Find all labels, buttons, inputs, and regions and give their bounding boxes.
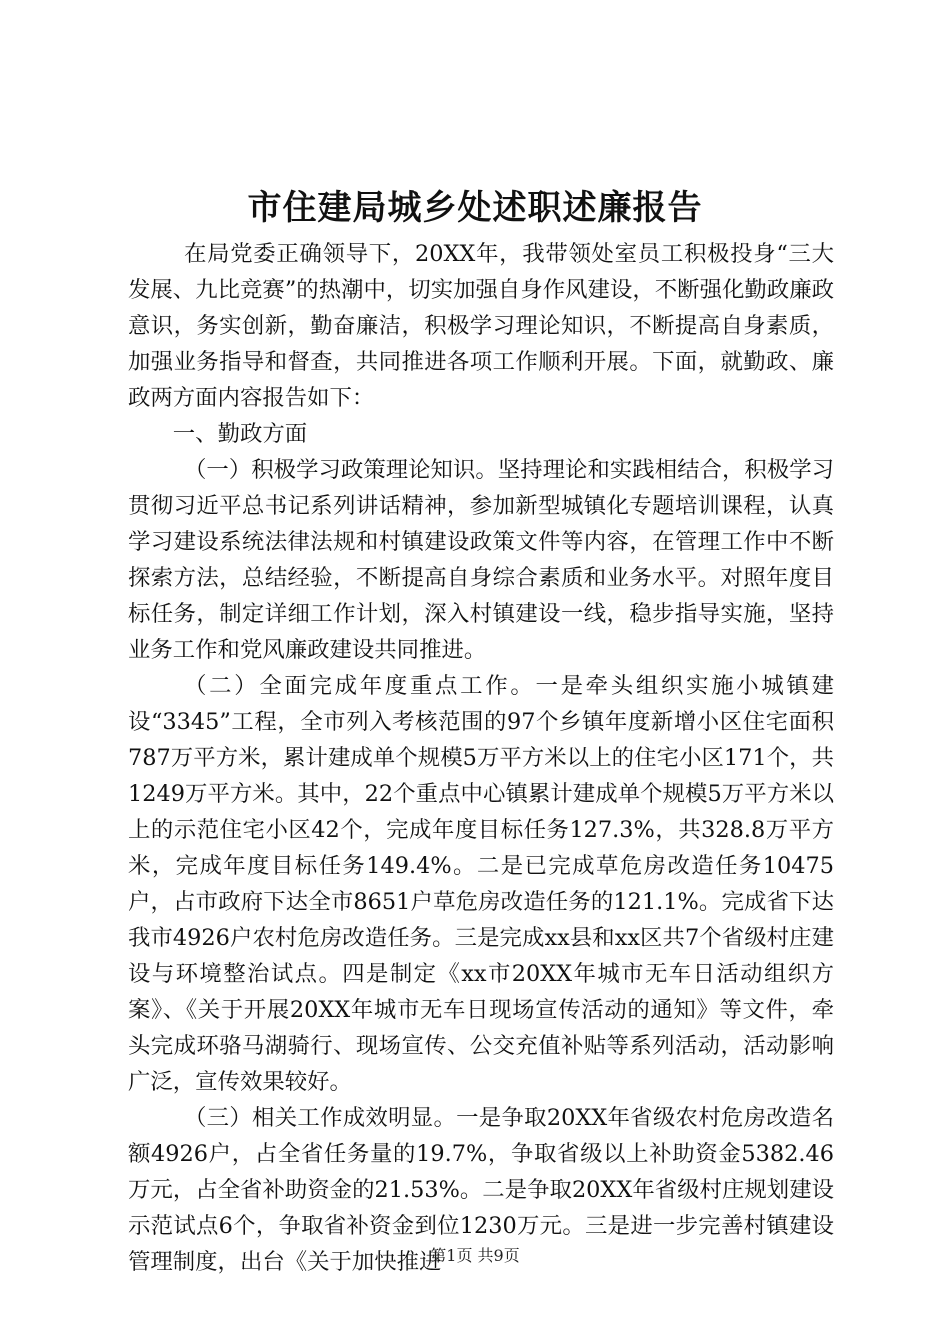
subsection-paragraph-2: （二）全面完成年度重点工作。一是牵头组织实施小城镇建设“3345”工程，全市列入考核范围的97个乡镇年度新增小区住宅面积787万平方米，累计建成单个规模5万平方米以上的住宅小区171个，共1249万平方米。其中，22个重点中心镇累计建成单个规模5万平方米以上的示范住宅小区42个，完成年度目标任务127.3%，共328.8万平方米，完成年度目标任务149.4%。二是已完成草危房改造任务10475户，占市政府下达全市8651户草危房改造任务的121.1%。完成省下达我市4926户农村危房改造任务。三是完成xx县和xx区共7个省级村庄建设与环境整治试点。四是制定《xx市20XX年城市无车日活动组织方案》、《关于开展20XX年城市无车日现场宣传活动的通知》等文件，牵头完成环骆马湖骑行、现场宣传、公交充值补贴等系列活动，活动影响广泛，宣传效果较好。 <box>128 673 834 1095</box>
document-title: 市住建局城乡处述职述廉报告 <box>247 188 703 228</box>
subsection-paragraph-3: （三）相关工作成效明显。一是争取20XX年省级农村危房改造名额4926户，占全省任务量的19.7%，争取省级以上补助资金5382.46万元，占全省补助资金的21.53%。二是争取20XX年省级村庄规划建设示范试点6个，争取省补资金到位1230万元。三是进一步完善村镇建设管理制度，出台《关于加快推进 <box>128 1105 834 1275</box>
page-footer: 第1页 共9页 <box>430 1246 520 1265</box>
section-heading-diligence: 一、勤政方面 <box>172 421 308 447</box>
intro-paragraph: 在局党委正确领导下，20XX年，我带领处室员工积极投身“三大发展、九比竞赛”的热潮中，切实加强自身作风建设，不断强化勤政廉政意识，务实创新，勤奋廉洁，积极学习理论知识，不断提高自身素质，加强业务指导和督查，共同推进各项工作顺利开展。下面，就勤政、廉政两方面内容报告如下： <box>128 241 834 411</box>
document-body <box>128 236 834 1280</box>
subsection-paragraph-1: （一）积极学习政策理论知识。坚持理论和实践相结合，积极学习贯彻习近平总书记系列讲话精神，参加新型城镇化专题培训课程，认真学习建设系统法律法规和村镇建设政策文件等内容，在管理工作中不断探索方法，总结经验，不断提高自身综合素质和业务水平。对照年度目标任务，制定详细工作计划，深入村镇建设一线，稳步指导实施，坚持业务工作和党风廉政建设共同推进。 <box>128 457 834 663</box>
